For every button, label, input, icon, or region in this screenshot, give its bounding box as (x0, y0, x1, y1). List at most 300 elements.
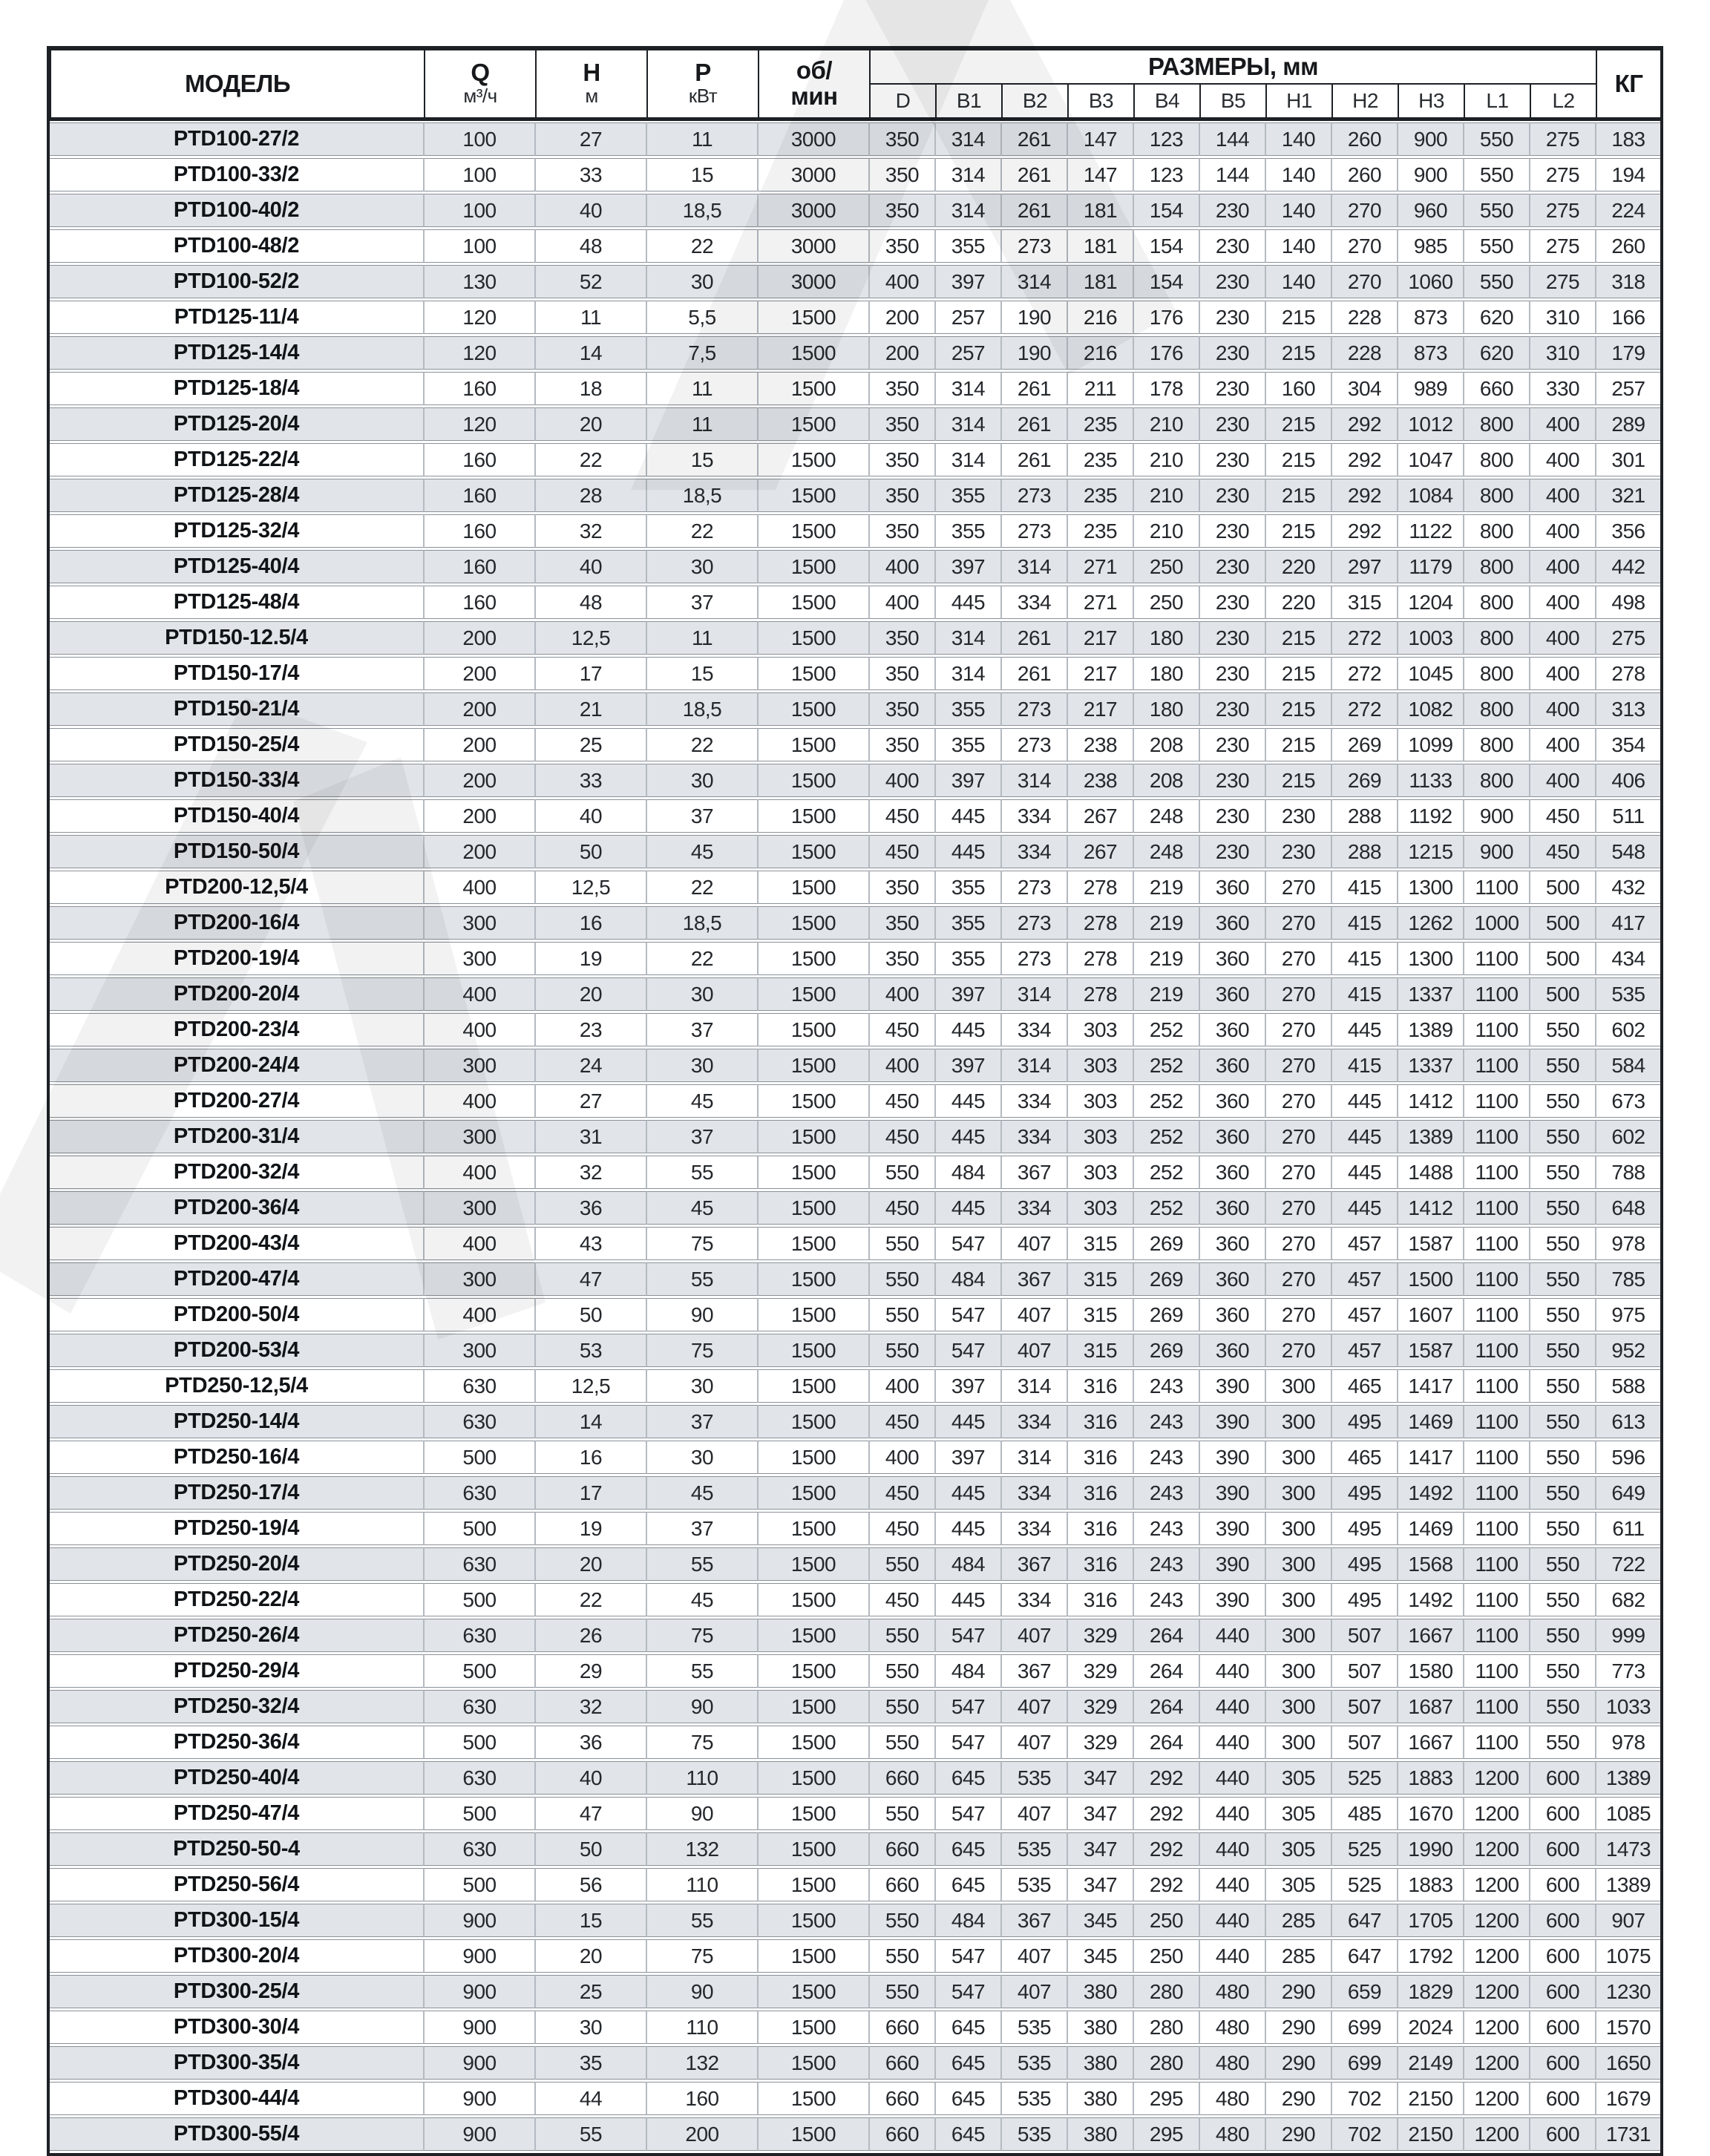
value-cell: 144 (1199, 158, 1265, 191)
value-cell: 645 (935, 1761, 1001, 1795)
value-cell: 450 (869, 1476, 935, 1510)
value-cell: 132 (646, 2046, 758, 2080)
value-cell: 270 (1265, 1262, 1331, 1296)
value-cell: 217 (1067, 621, 1133, 655)
value-cell: 2150 (1398, 2117, 1464, 2151)
model-cell: PTD200-47/4 (50, 1262, 424, 1296)
value-cell: 611 (1596, 1512, 1660, 1545)
value-cell: 230 (1199, 301, 1265, 334)
value-cell: 350 (869, 728, 935, 761)
value-cell: 1215 (1398, 835, 1464, 868)
table-row (50, 1726, 1660, 1759)
table-row (50, 871, 1660, 904)
value-cell: 334 (1001, 586, 1067, 619)
value-cell: 406 (1596, 764, 1660, 797)
value-cell: 24 (535, 1049, 646, 1082)
value-cell: 445 (935, 1512, 1001, 1545)
value-cell: 407 (1001, 1726, 1067, 1759)
value-cell: 630 (424, 1547, 535, 1581)
value-cell: 1990 (1398, 1832, 1464, 1866)
value-cell: 33 (535, 764, 646, 797)
value-cell: 1500 (758, 407, 869, 441)
value-cell: 1500 (758, 1049, 869, 1082)
value-cell: 550 (1530, 1654, 1596, 1688)
value-cell: 270 (1265, 906, 1331, 940)
table-row (50, 336, 1660, 370)
value-cell: 400 (1530, 586, 1596, 619)
value-cell: 217 (1067, 657, 1133, 690)
value-cell: 55 (646, 1262, 758, 1296)
value-cell: 272 (1331, 692, 1398, 726)
value-cell: 355 (935, 229, 1001, 263)
value-cell: 550 (1530, 1156, 1596, 1189)
value-cell: 200 (424, 621, 535, 655)
value-cell: 270 (1265, 1227, 1331, 1260)
value-cell: 200 (869, 336, 935, 370)
value-cell: 1200 (1464, 1868, 1530, 1901)
value-cell: 261 (1001, 372, 1067, 405)
value-cell: 1133 (1398, 764, 1464, 797)
value-cell: 500 (1530, 871, 1596, 904)
model-cell: PTD100-52/2 (50, 265, 424, 298)
value-cell: 329 (1067, 1619, 1133, 1652)
value-cell: 660 (869, 2046, 935, 2080)
value-cell: 445 (1331, 1120, 1398, 1153)
value-cell: 1500 (758, 1547, 869, 1581)
value-cell: 56 (535, 1868, 646, 1901)
value-cell: 190 (1001, 301, 1067, 334)
value-cell: 407 (1001, 1619, 1067, 1652)
value-cell: 354 (1596, 728, 1660, 761)
value-cell: 252 (1133, 1049, 1199, 1082)
table-row (50, 2117, 1660, 2151)
value-cell: 252 (1133, 1191, 1199, 1225)
value-cell: 550 (1530, 1441, 1596, 1474)
value-cell: 120 (424, 407, 535, 441)
value-cell: 1500 (758, 1654, 869, 1688)
value-cell: 140 (1265, 158, 1331, 191)
value-cell: 250 (1133, 586, 1199, 619)
value-cell: 360 (1199, 1049, 1265, 1082)
value-cell: 773 (1596, 1654, 1660, 1688)
value-cell: 350 (869, 443, 935, 476)
value-cell: 1337 (1398, 1049, 1464, 1082)
value-cell: 11 (646, 372, 758, 405)
value-cell: 316 (1067, 1369, 1133, 1403)
value-cell: 300 (424, 906, 535, 940)
value-cell: 1100 (1464, 1120, 1530, 1153)
value-cell: 785 (1596, 1262, 1660, 1296)
value-cell: 360 (1199, 977, 1265, 1011)
value-cell: 355 (935, 906, 1001, 940)
value-cell: 1500 (758, 2082, 869, 2115)
value-cell: 243 (1133, 1405, 1199, 1438)
value-cell: 550 (869, 1654, 935, 1688)
value-cell: 450 (869, 1013, 935, 1046)
value-cell: 219 (1133, 942, 1199, 975)
value-cell: 270 (1265, 1120, 1331, 1153)
value-cell: 360 (1199, 1298, 1265, 1331)
value-cell: 350 (869, 158, 935, 191)
value-cell: 400 (424, 871, 535, 904)
value-cell: 550 (1530, 1547, 1596, 1581)
value-cell: 36 (535, 1726, 646, 1759)
model-cell: PTD125-18/4 (50, 372, 424, 405)
value-cell: 1667 (1398, 1726, 1464, 1759)
value-cell: 183 (1596, 122, 1660, 156)
value-cell: 215 (1265, 621, 1331, 655)
value-cell: 722 (1596, 1547, 1660, 1581)
value-cell: 1100 (1464, 1690, 1530, 1723)
value-cell: 800 (1464, 586, 1530, 619)
value-cell: 334 (1001, 1084, 1067, 1118)
value-cell: 300 (1265, 1726, 1331, 1759)
value-cell: 1500 (1398, 1262, 1464, 1296)
value-cell: 300 (1265, 1512, 1331, 1545)
value-cell: 907 (1596, 1904, 1660, 1937)
value-cell: 360 (1199, 906, 1265, 940)
value-cell: 380 (1067, 2046, 1133, 2080)
value-cell: 480 (1199, 2011, 1265, 2044)
value-cell: 550 (1464, 194, 1530, 227)
value-cell: 329 (1067, 1726, 1133, 1759)
value-cell: 360 (1199, 1227, 1265, 1260)
value-cell: 230 (1199, 692, 1265, 726)
value-cell: 215 (1265, 407, 1331, 441)
value-cell: 210 (1133, 479, 1199, 512)
value-cell: 1469 (1398, 1405, 1464, 1438)
value-cell: 350 (869, 514, 935, 548)
model-cell: PTD300-35/4 (50, 2046, 424, 2080)
model-cell: PTD125-32/4 (50, 514, 424, 548)
value-cell: 445 (935, 1084, 1001, 1118)
table-row (50, 1369, 1660, 1403)
value-cell: 243 (1133, 1547, 1199, 1581)
value-cell: 278 (1067, 871, 1133, 904)
value-cell: 390 (1199, 1476, 1265, 1510)
value-cell: 1192 (1398, 799, 1464, 833)
value-cell: 314 (1001, 1369, 1067, 1403)
value-cell: 20 (535, 1939, 646, 1973)
value-cell: 230 (1199, 835, 1265, 868)
table-row (50, 657, 1660, 690)
value-cell: 390 (1199, 1547, 1265, 1581)
value-cell: 547 (935, 1797, 1001, 1830)
value-cell: 1100 (1464, 942, 1530, 975)
value-cell: 380 (1067, 2082, 1133, 2115)
value-cell: 1705 (1398, 1904, 1464, 1937)
model-cell: PTD250-50-4 (50, 1832, 424, 1866)
value-cell: 273 (1001, 229, 1067, 263)
value-cell: 280 (1133, 2046, 1199, 2080)
value-cell: 215 (1265, 657, 1331, 690)
table-row (50, 1476, 1660, 1510)
value-cell: 495 (1331, 1583, 1398, 1616)
value-cell: 1389 (1596, 1868, 1660, 1901)
value-cell: 500 (424, 1654, 535, 1688)
value-cell: 32 (535, 1690, 646, 1723)
value-cell: 300 (1265, 1476, 1331, 1510)
value-cell: 600 (1530, 2117, 1596, 2151)
value-cell: 1500 (758, 977, 869, 1011)
value-cell: 350 (869, 942, 935, 975)
value-cell: 12,5 (535, 621, 646, 655)
value-cell: 659 (1331, 1975, 1398, 2008)
model-cell: PTD250-12,5/4 (50, 1369, 424, 1403)
value-cell: 495 (1331, 1405, 1398, 1438)
value-cell: 33 (535, 158, 646, 191)
value-cell: 35 (535, 2046, 646, 2080)
value-cell: 550 (869, 1547, 935, 1581)
value-cell: 243 (1133, 1512, 1199, 1545)
value-cell: 1100 (1464, 1084, 1530, 1118)
value-cell: 29 (535, 1654, 646, 1688)
value-cell: 243 (1133, 1583, 1199, 1616)
model-cell: PTD150-21/4 (50, 692, 424, 726)
table-row (50, 2046, 1660, 2080)
value-cell: 37 (646, 1120, 758, 1153)
value-cell: 55 (646, 1547, 758, 1581)
table-row (50, 1227, 1660, 1260)
value-cell: 20 (535, 407, 646, 441)
value-cell: 400 (869, 1369, 935, 1403)
value-cell: 484 (935, 1654, 1001, 1688)
model-cell: PTD250-56/4 (50, 1868, 424, 1901)
value-cell: 1100 (1464, 1049, 1530, 1082)
value-cell: 360 (1199, 871, 1265, 904)
value-cell: 261 (1001, 122, 1067, 156)
value-cell: 1500 (758, 764, 869, 797)
value-cell: 400 (424, 1013, 535, 1046)
table-body (50, 122, 1660, 2151)
value-cell: 350 (869, 479, 935, 512)
value-cell: 260 (1331, 158, 1398, 191)
value-cell: 270 (1331, 265, 1398, 298)
value-cell: 440 (1199, 1904, 1265, 1937)
value-cell: 450 (1530, 799, 1596, 833)
value-cell: 350 (869, 692, 935, 726)
value-cell: 243 (1133, 1369, 1199, 1403)
value-cell: 314 (1001, 1441, 1067, 1474)
value-cell: 160 (424, 443, 535, 476)
value-cell: 630 (424, 1405, 535, 1438)
value-cell: 270 (1265, 1084, 1331, 1118)
value-cell: 620 (1464, 336, 1530, 370)
value-cell: 18,5 (646, 692, 758, 726)
model-cell: PTD125-40/4 (50, 550, 424, 583)
value-cell: 48 (535, 586, 646, 619)
header-row-main (50, 50, 1661, 84)
value-cell: 900 (424, 2011, 535, 2044)
value-cell: 440 (1199, 1690, 1265, 1723)
model-cell: PTD250-22/4 (50, 1583, 424, 1616)
value-cell: 200 (424, 728, 535, 761)
value-cell: 550 (1530, 1227, 1596, 1260)
value-cell: 1587 (1398, 1334, 1464, 1367)
value-cell: 176 (1133, 336, 1199, 370)
value-cell: 334 (1001, 1191, 1067, 1225)
model-cell: PTD200-32/4 (50, 1156, 424, 1189)
value-cell: 1045 (1398, 657, 1464, 690)
value-cell: 31 (535, 1120, 646, 1153)
value-cell: 1500 (758, 301, 869, 334)
value-cell: 219 (1133, 906, 1199, 940)
value-cell: 550 (1530, 1583, 1596, 1616)
value-cell: 270 (1265, 1049, 1331, 1082)
value-cell: 260 (1331, 122, 1398, 156)
value-cell: 347 (1067, 1797, 1133, 1830)
value-cell: 178 (1133, 372, 1199, 405)
value-cell: 1200 (1464, 2117, 1530, 2151)
model-cell: PTD200-16/4 (50, 906, 424, 940)
value-cell: 321 (1596, 479, 1660, 512)
value-cell: 1607 (1398, 1298, 1464, 1331)
value-cell: 292 (1331, 407, 1398, 441)
value-cell: 1500 (758, 479, 869, 512)
value-cell: 217 (1067, 692, 1133, 726)
value-cell: 548 (1596, 835, 1660, 868)
value-cell: 989 (1398, 372, 1464, 405)
value-cell: 355 (935, 728, 1001, 761)
value-cell: 25 (535, 728, 646, 761)
model-cell: PTD100-40/2 (50, 194, 424, 227)
value-cell: 230 (1199, 514, 1265, 548)
value-cell: 292 (1331, 514, 1398, 548)
value-cell: 315 (1331, 586, 1398, 619)
value-cell: 181 (1067, 265, 1133, 298)
value-cell: 1100 (1464, 1583, 1530, 1616)
value-cell: 305 (1265, 1832, 1331, 1866)
value-cell: 292 (1133, 1797, 1199, 1830)
value-cell: 1100 (1464, 1191, 1530, 1225)
value-cell: 1200 (1464, 1797, 1530, 1830)
value-cell: 14 (535, 1405, 646, 1438)
value-cell: 208 (1133, 728, 1199, 761)
value-cell: 252 (1133, 1156, 1199, 1189)
value-cell: 702 (1331, 2082, 1398, 2115)
value-cell: 36 (535, 1191, 646, 1225)
value-cell: 273 (1001, 479, 1067, 512)
value-cell: 314 (1001, 265, 1067, 298)
value-cell: 400 (869, 977, 935, 1011)
value-cell: 390 (1199, 1369, 1265, 1403)
value-cell: 314 (935, 407, 1001, 441)
value-cell: 355 (935, 479, 1001, 512)
model-cell: PTD300-15/4 (50, 1904, 424, 1937)
value-cell: 40 (535, 799, 646, 833)
value-cell: 180 (1133, 657, 1199, 690)
value-cell: 50 (535, 835, 646, 868)
value-cell: 1200 (1464, 2046, 1530, 2080)
value-cell: 415 (1331, 906, 1398, 940)
value-cell: 1500 (758, 1476, 869, 1510)
value-cell: 1100 (1464, 1654, 1530, 1688)
value-cell: 400 (1530, 514, 1596, 548)
value-cell: 110 (646, 1761, 758, 1795)
value-cell: 278 (1596, 657, 1660, 690)
value-cell: 110 (646, 2011, 758, 2044)
table-row (50, 728, 1660, 761)
value-cell: 18,5 (646, 194, 758, 227)
pump-spec-table (50, 120, 1660, 2153)
value-cell: 26 (535, 1619, 646, 1652)
value-cell: 450 (869, 1084, 935, 1118)
value-cell: 1500 (758, 1013, 869, 1046)
value-cell: 334 (1001, 1013, 1067, 1046)
value-cell: 367 (1001, 1262, 1067, 1296)
value-cell: 37 (646, 1512, 758, 1545)
value-cell: 290 (1265, 2011, 1331, 2044)
value-cell: 160 (424, 372, 535, 405)
value-cell: 952 (1596, 1334, 1660, 1367)
table-row (50, 443, 1660, 476)
value-cell: 300 (424, 1191, 535, 1225)
model-cell: PTD250-47/4 (50, 1797, 424, 1830)
model-cell: PTD150-25/4 (50, 728, 424, 761)
value-cell: 230 (1199, 443, 1265, 476)
value-cell: 900 (424, 2117, 535, 2151)
value-cell: 1300 (1398, 942, 1464, 975)
value-cell: 1500 (758, 2046, 869, 2080)
value-cell: 75 (646, 1227, 758, 1260)
value-cell: 550 (869, 1298, 935, 1331)
value-cell: 873 (1398, 336, 1464, 370)
table-row (50, 1334, 1660, 1367)
value-cell: 645 (935, 2082, 1001, 2115)
table-row (50, 1512, 1660, 1545)
value-cell: 1500 (758, 1120, 869, 1153)
table-row (50, 265, 1660, 298)
value-cell: 147 (1067, 158, 1133, 191)
value-cell: 200 (646, 2117, 758, 2151)
table-row (50, 1939, 1660, 1973)
value-cell: 55 (535, 2117, 646, 2151)
value-cell: 75 (646, 1334, 758, 1367)
value-cell: 228 (1331, 301, 1398, 334)
value-cell: 900 (1398, 122, 1464, 156)
value-cell: 484 (935, 1262, 1001, 1296)
value-cell: 18,5 (646, 906, 758, 940)
value-cell: 400 (424, 1156, 535, 1189)
value-cell: 407 (1001, 1797, 1067, 1830)
value-cell: 210 (1133, 443, 1199, 476)
value-cell: 334 (1001, 1476, 1067, 1510)
value-cell: 300 (1265, 1619, 1331, 1652)
value-cell: 11 (646, 407, 758, 441)
value-cell: 20 (535, 977, 646, 1011)
value-cell: 243 (1133, 1441, 1199, 1474)
value-cell: 292 (1133, 1868, 1199, 1901)
value-cell: 208 (1133, 764, 1199, 797)
value-cell: 1100 (1464, 1512, 1530, 1545)
value-cell: 27 (535, 1084, 646, 1118)
value-cell: 800 (1464, 443, 1530, 476)
value-cell: 314 (935, 657, 1001, 690)
value-cell: 535 (1001, 2117, 1067, 2151)
value-cell: 295 (1133, 2082, 1199, 2115)
value-cell: 48 (535, 229, 646, 263)
value-cell: 248 (1133, 799, 1199, 833)
table-row (50, 1298, 1660, 1331)
value-cell: 1230 (1596, 1975, 1660, 2008)
value-cell: 267 (1067, 799, 1133, 833)
table-row (50, 479, 1660, 512)
p-label: Р (695, 58, 711, 86)
model-cell: PTD200-43/4 (50, 1227, 424, 1260)
value-cell: 1033 (1596, 1690, 1660, 1723)
value-cell: 288 (1331, 835, 1398, 868)
value-cell: 1200 (1464, 1939, 1530, 1973)
